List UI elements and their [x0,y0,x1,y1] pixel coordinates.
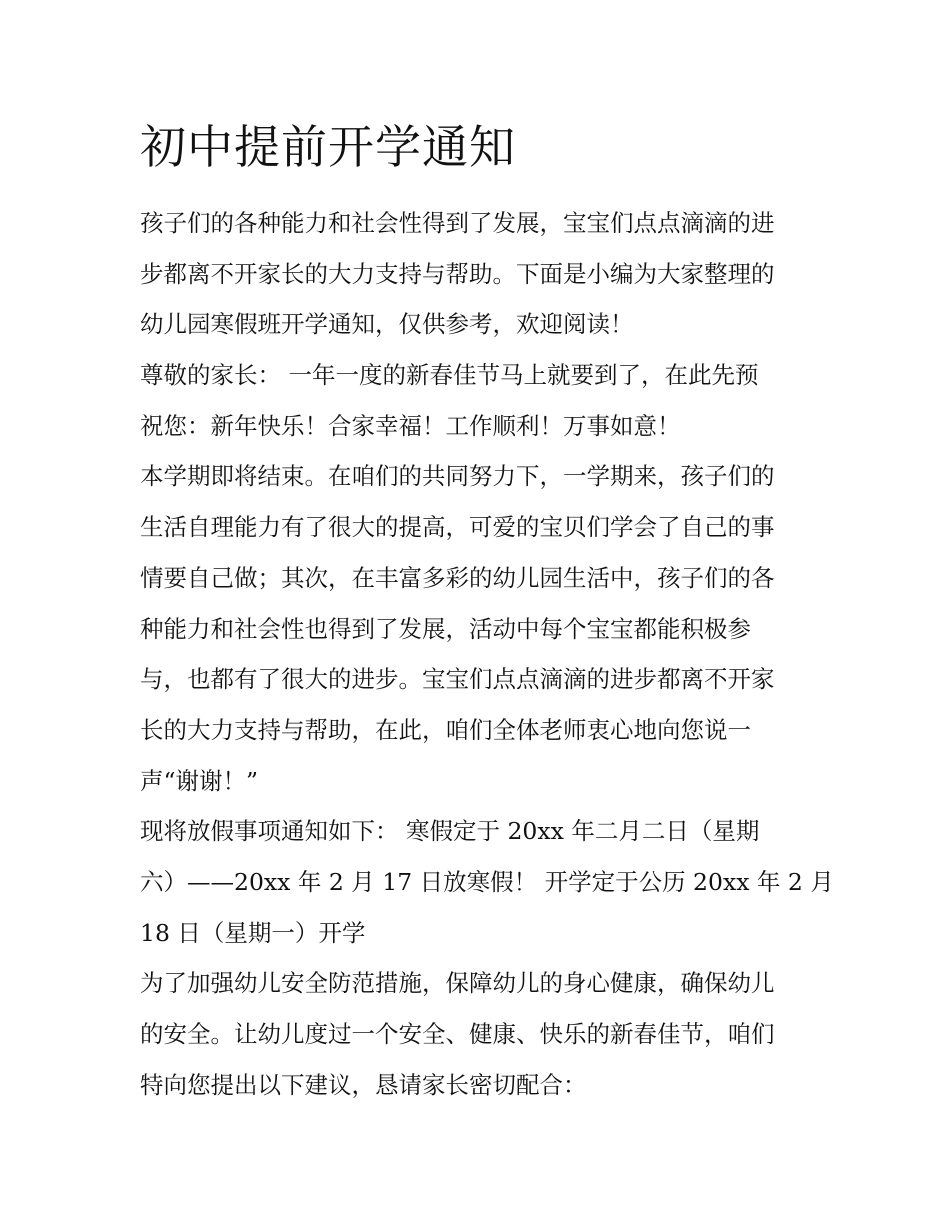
text-line: 为了加强幼儿安全防范措施，保障幼儿的身心健康，确保幼儿 [140,969,775,998]
text-line: 尊敬的家长： 一年一度的新春佳节马上就要到了，在此先预 [140,361,759,390]
text-line: 种能力和社会性也得到了发展，活动中每个宝宝都能积极参 [140,614,751,643]
text-line: 孩子们的各种能力和社会性得到了发展，宝宝们点点滴滴的进 [140,209,775,237]
text-line: 特向您提出以下建议，恳请家长密切配合： [140,1070,587,1099]
text-line: 幼儿园寒假班开学通知，仅供参考，欢迎阅读！ [140,310,634,339]
text-line: 步都离不开家长的大力支持与帮助。下面是小编为大家整理的 [140,259,775,288]
document-body [140,198,834,1110]
text-line: 生活自理能力有了很大的提高，可爱的宝贝们学会了自己的事 [140,513,775,542]
text-line: 祝您：新年快乐！合家幸福！工作顺利！万事如意！ [140,411,681,440]
text-line: 的安全。让幼儿度过一个安全、健康、快乐的新春佳节，咱们 [140,1020,775,1048]
text-line: 长的大力支持与帮助，在此，咱们全体老师衷心地向您说一 [140,715,751,744]
text-line: 现将放假事项通知如下： 寒假定于 20xx 年二月二日（星期 [140,817,760,846]
text-line: 六）——20xx 年 2 月 17 日放寒假！ 开学定于公历 20xx 年 2 月 [140,867,834,896]
text-line: 本学期即将结束。在咱们的共同努力下，一学期来，孩子们的 [140,462,775,491]
text-line: 18 日（星期一）开学 [140,918,366,947]
text-line: 情要自己做；其次，在丰富多彩的幼儿园生活中，孩子们的各 [140,563,775,592]
text-line: 声“谢谢！” [140,766,259,795]
text-line: 与，也都有了很大的进步。宝宝们点点滴滴的进步都离不开家 [140,665,775,694]
document-title: 初中提前开学通知 [140,120,516,174]
